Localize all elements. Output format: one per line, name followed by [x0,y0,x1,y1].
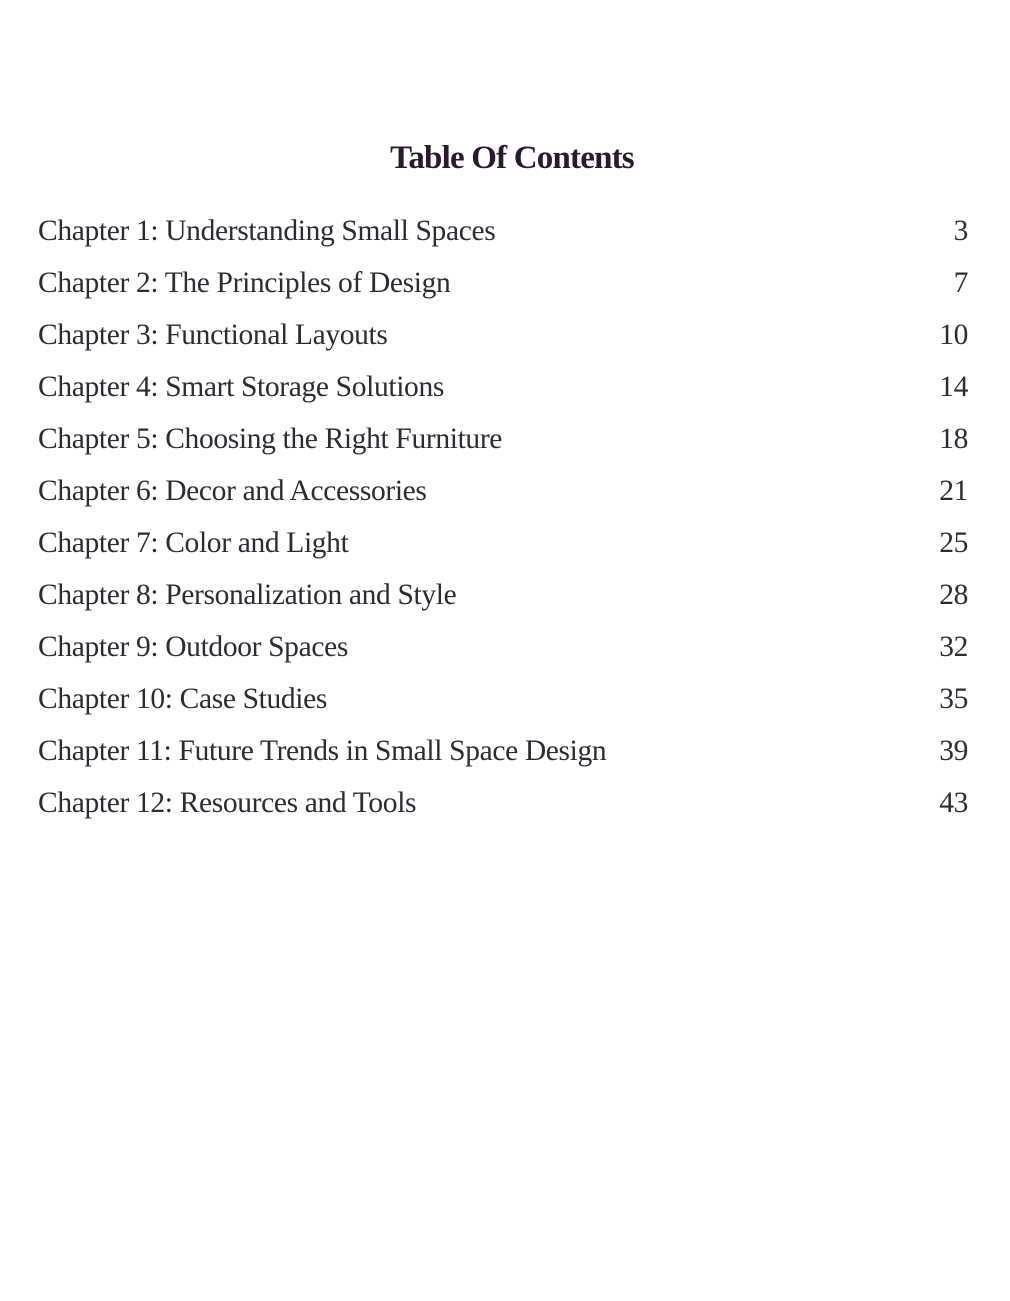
toc-entry-label: Chapter 4: Smart Storage Solutions [38,371,444,403]
toc-entry-label: Chapter 10: Case Studies [38,683,328,715]
toc-list [38,207,968,831]
toc-entry [38,571,968,623]
toc-entry [38,623,968,675]
toc-entry [38,727,968,779]
toc-entry-page-number: 3 [953,215,968,247]
toc-entry-label: Chapter 11: Future Trends in Small Space Design [38,735,607,767]
toc-entry-page-number: 32 [939,631,968,663]
toc-entry-label: Chapter 9: Outdoor Spaces [38,631,348,663]
toc-entry-page-number: 35 [939,683,968,715]
toc-title: Table Of Contents [390,140,634,177]
toc-entry-page-number: 7 [953,267,968,299]
toc-entry [38,675,968,727]
toc-entry-label: Chapter 8: Personalization and Style [38,579,457,611]
toc-entry-page-number: 21 [939,475,968,507]
toc-entry [38,467,968,519]
toc-entry [38,415,968,467]
toc-entry-page-number: 25 [939,527,968,559]
toc-entry-label: Chapter 6: Decor and Accessories [38,475,427,507]
toc-entry-page-number: 39 [939,735,968,767]
toc-entry-label: Chapter 1: Understanding Small Spaces [38,215,496,247]
toc-entry [38,363,968,415]
toc-entry [38,519,968,571]
toc-entry-label: Chapter 2: The Principles of Design [38,267,451,299]
toc-entry-page-number: 43 [939,787,968,819]
toc-entry-page-number: 28 [939,579,968,611]
toc-entry-label: Chapter 12: Resources and Tools [38,787,417,819]
toc-entry-page-number: 10 [939,319,968,351]
toc-entry-page-number: 18 [939,423,968,455]
toc-entry [38,311,968,363]
toc-entry-label: Chapter 7: Color and Light [38,527,349,559]
toc-entry [38,259,968,311]
toc-entry-page-number: 14 [939,371,968,403]
toc-entry-label: Chapter 3: Functional Layouts [38,319,388,351]
toc-entry-label: Chapter 5: Choosing the Right Furniture [38,423,503,455]
toc-entry [38,207,968,259]
toc-entry [38,779,968,831]
